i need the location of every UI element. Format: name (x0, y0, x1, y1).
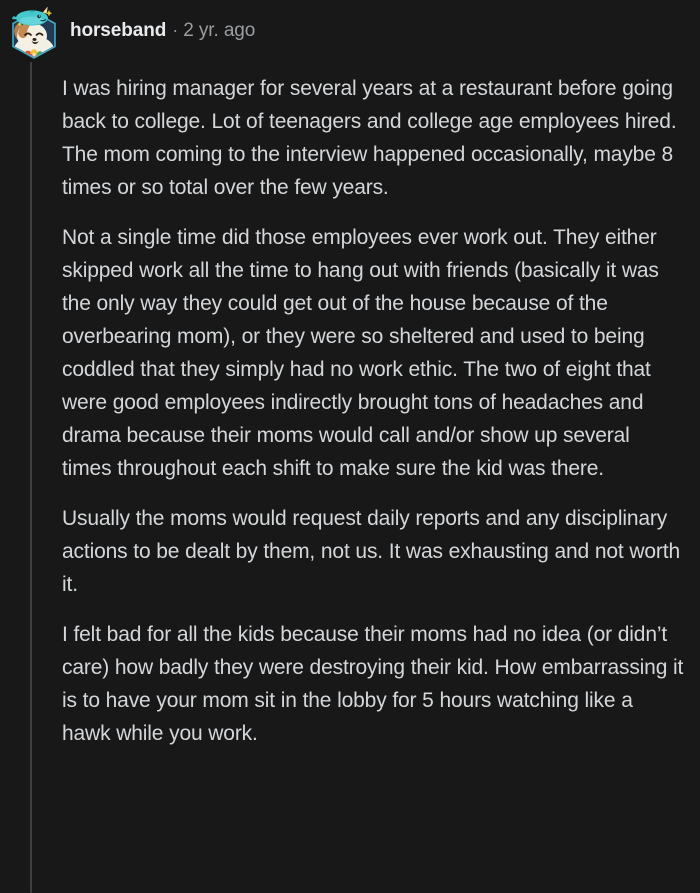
avatar-image (8, 4, 60, 60)
comment-header (0, 0, 700, 54)
comment-timestamp: 2 yr. ago (183, 20, 256, 41)
thread-collapse-line[interactable] (30, 62, 32, 893)
comment-body (62, 72, 684, 750)
comment-paragraph-4: I felt bad for all the kids because their moms had no idea (or didn’t care) how badly they were destroying their kid. How embarrassing it is to have your mom sit in the lobby for 5 hours watching like a hawk while you work. (62, 623, 684, 745)
comment-paragraph-3: Usually the moms would request daily reports and any disciplinary actions to be dealt by them, not us. It was exhausting and not worth it. (62, 507, 680, 596)
avatar[interactable] (8, 4, 60, 58)
comment-author[interactable]: horseband (70, 20, 167, 41)
comment-paragraph-2: Not a single time did those employees ever work out. They either skipped work all the time to hang out with friends (basically it was the only way they could get out of the house because of the overbearing mom), or they were so sheltered and used to being coddled that they simply had no work ethic. The two of eight that were good employees indirectly brought tons of headaches and drama because their moms would call and/or show up several times throughout each shift to make sure the kid was there. (62, 226, 659, 480)
byline-separator: · (172, 20, 179, 40)
comment-paragraph-1: I was hiring manager for several years at a restaurant before going back to college. Lot of teenagers and college age employees hired. The mom coming to the interview happened occasionally, maybe 8 times or so total over the few years. (62, 77, 677, 199)
comment-byline (70, 20, 255, 42)
